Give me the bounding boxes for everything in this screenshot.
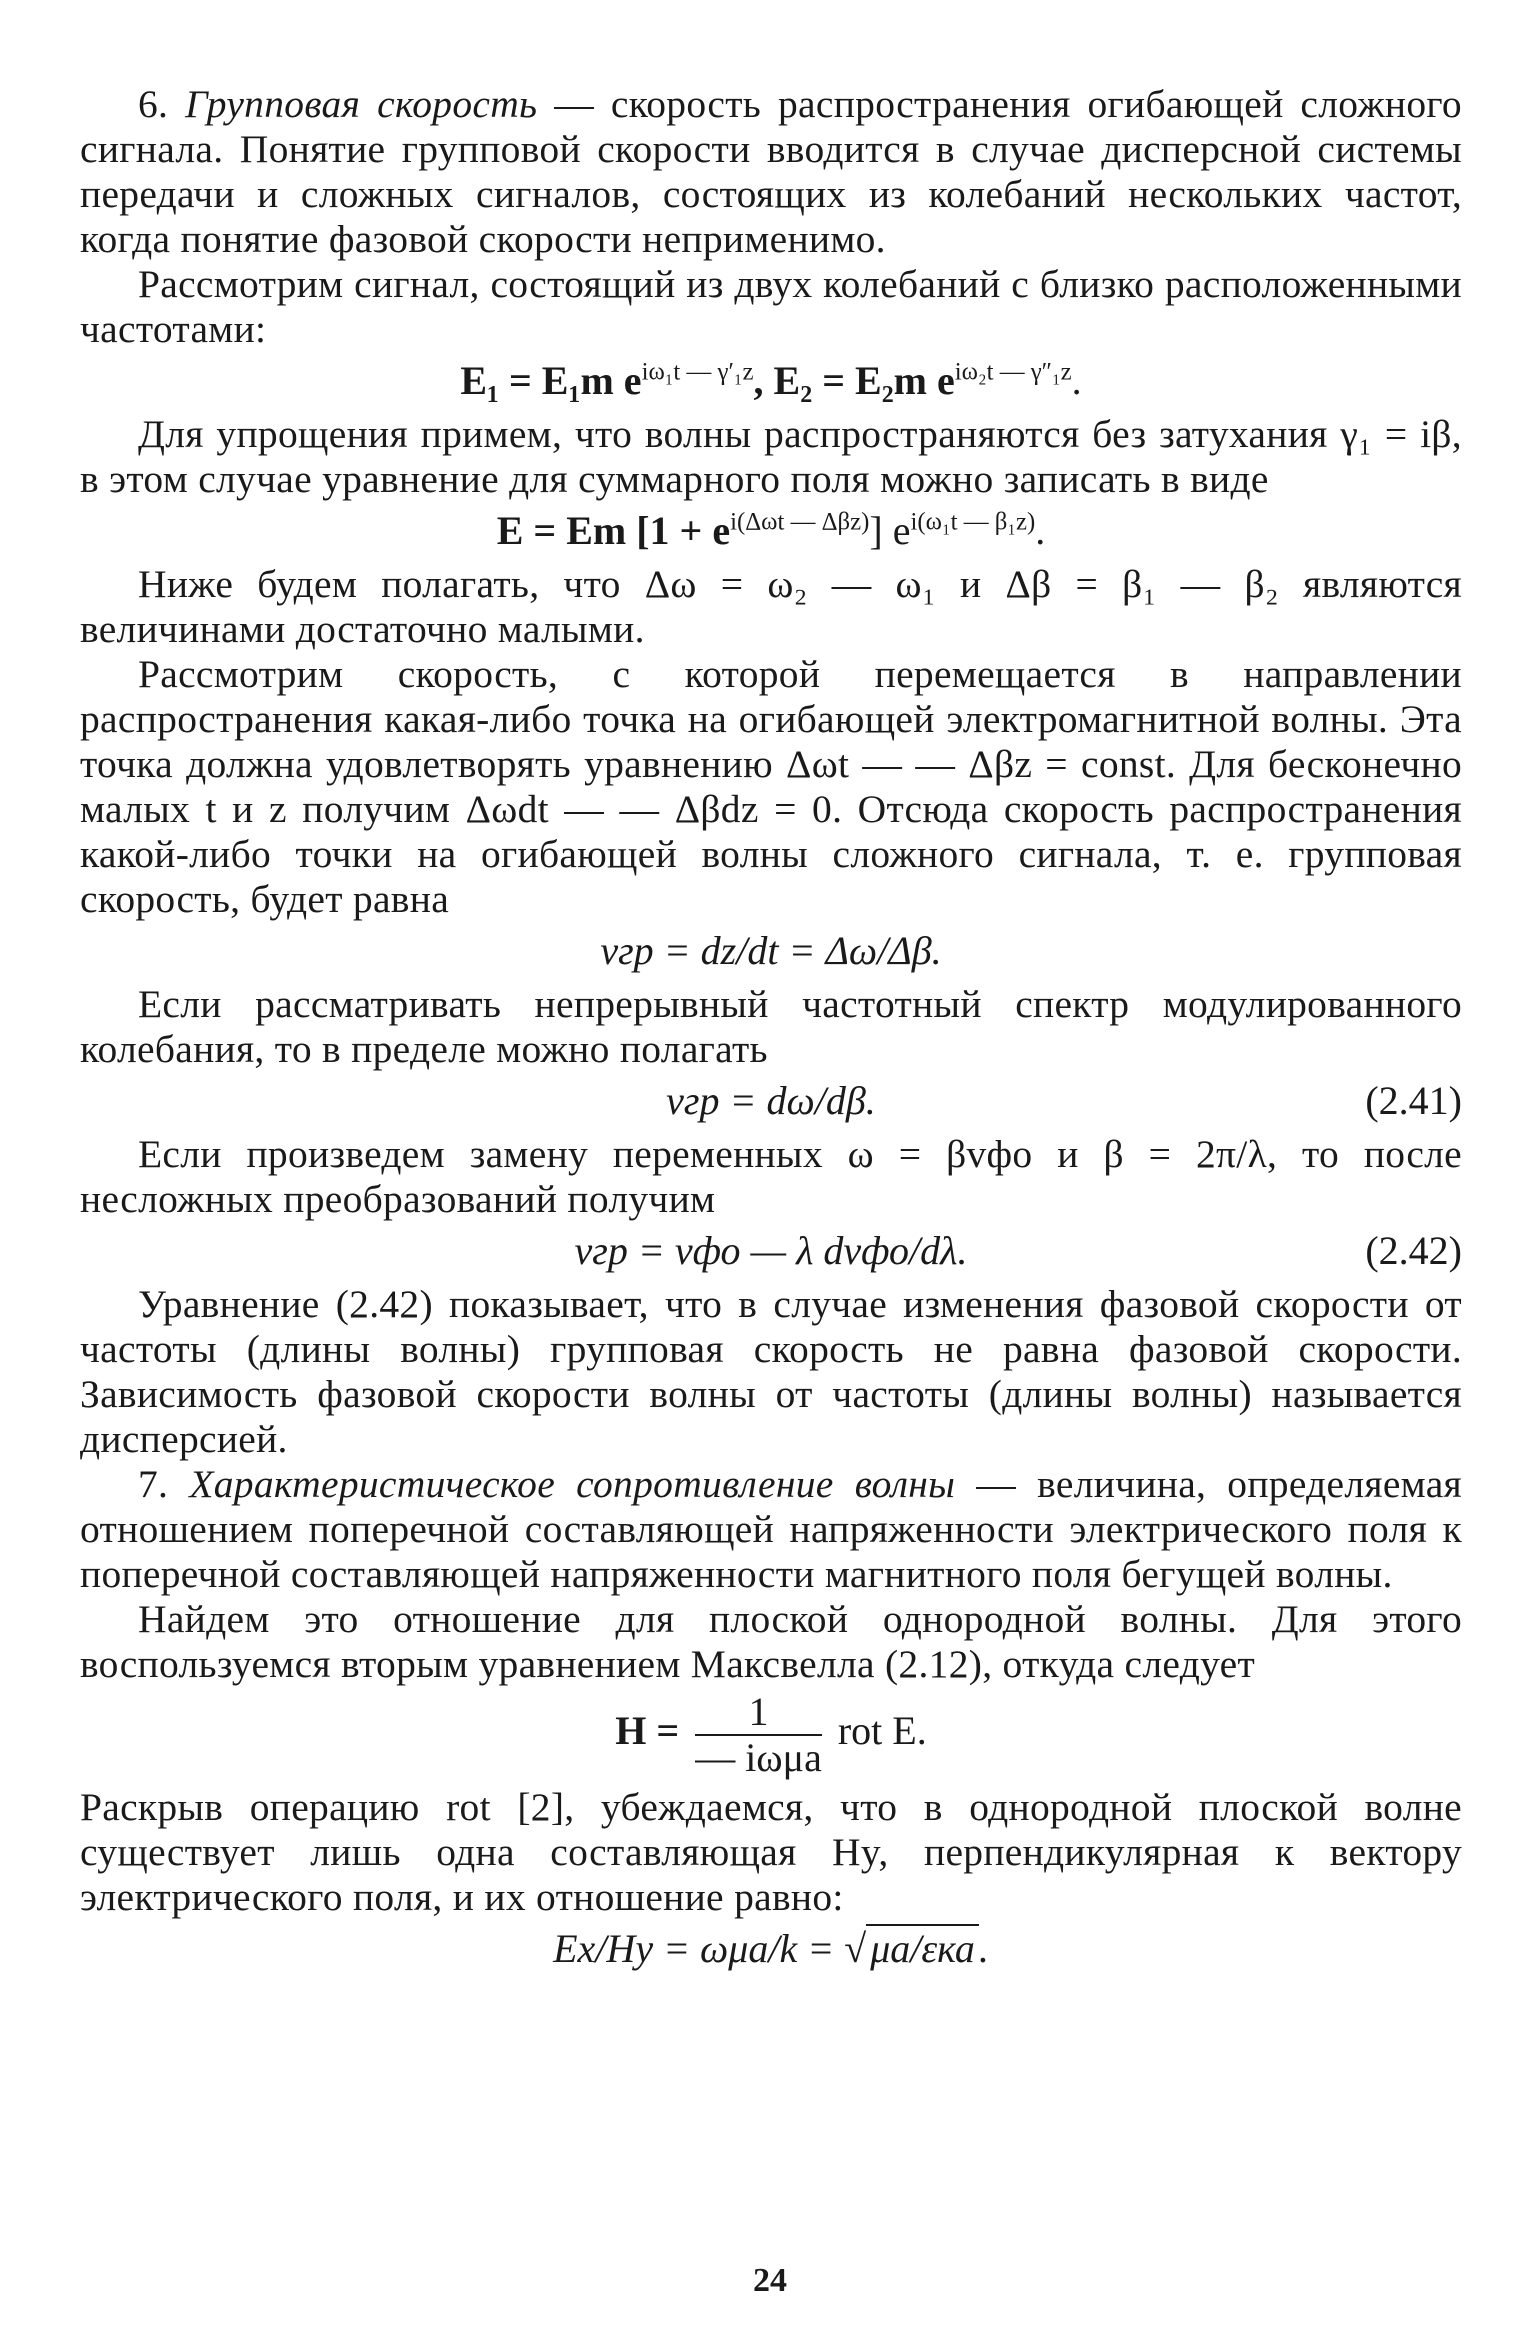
definition-text: — величина, определяемая отношением поперечной составляющей напряженности электрического поля к поперечной составляющей напряженности магнитного поля бегущей волны. (80, 1462, 1462, 1596)
item-number: 7. (138, 1462, 169, 1506)
term-group-velocity: Групповая скорость (185, 82, 538, 126)
fraction: $\frac{1}{\text{— iωμa}}$ (695, 1689, 822, 1780)
formula-group-velocity: vгр = dz/dt = Δω/Δβ. (600, 928, 942, 973)
equation-number: (2.41) (1365, 1078, 1462, 1123)
formula-two-fields: E₁ = E₁m $e^{i\omega_1t — \gamma'_1z}$, E₂ = E₂m $e^{i\omega_2t — \gamma''_1z}$. (460, 358, 1082, 403)
term-wave-impedance: Характеристическое сопротивление волны (189, 1462, 956, 1506)
formula-impedance-ratio: Ex/Hy = ωμa/k = √ μa/εка . (553, 1926, 989, 1971)
paragraph-maxwell: Найдем это отношение для плоской однородной волны. Для этого воспользуемся вторым уравнением Максвелла (2.12), откуда следует (80, 1597, 1462, 1686)
paragraph-dispersion: Уравнение (2.42) показывает, что в случае изменения фазовой скорости от частоты (длины волны) групповая скорость не равна фазовой скорости. Зависимость фазовой скорости волны от частоты (длины волны) называется дисперсией. (80, 1282, 1462, 1461)
paragraph-envelope-point: Рассмотрим скорость, с которой перемещается в направлении распространения какая-либо точка на огибающей электромагнитной волны. Эта точка должна удовлетворять уравнению Δωt — — Δβz = const. Для бесконечно малых t и z получим Δωdt — — Δβdz = 0. Отсюда скорость распространения какой-либо точки на огибающей волны сложного сигнала, т. е. групповая скорость, будет равна (80, 652, 1462, 921)
formula-h-rot-e: H = $\frac{1}{\text{— iωμa}}$ rot E. (615, 1689, 927, 1780)
paragraph-two-oscillations: Рассмотрим сигнал, состоящий из двух колебаний с близко расположенными частотами: (80, 262, 1462, 351)
item-number: 6. (138, 82, 169, 126)
formula-2-41: vгр = dω/dβ. (2.41) (666, 1078, 1462, 1123)
formula-sum-field: E = Em $[1 + e^{i(\Delta\omega t — \Delta\beta z)}]$ $e^{i(\omega_1t — \beta_1z)}$. (496, 508, 1046, 553)
paragraph-no-attenuation: Для упрощения примем, что волны распространяются без затухания γ₁ = iβ, в этом случае уравнение для суммарного поля можно записать в виде (80, 412, 1462, 501)
text-column (80, 82, 1462, 1973)
definition-text: — скорость распространения огибающей сложного сигнала. Понятие групповой скорости вводится в случае дисперсной системы передачи и сложных сигналов, состоящих из колебаний нескольких частот, когда понятие фазовой скорости неприменимо. (80, 82, 1462, 261)
paragraph-small-deltas: Ниже будем полагать, что Δω = ω₂ — ω₁ и Δβ = β₁ — β₂ являются величинами достаточно малыми. (80, 562, 1462, 651)
paragraph-continuous-spectrum: Если рассматривать непрерывный частотный спектр модулированного колебания, то в пределе можно полагать (80, 982, 1462, 1071)
paragraph-variable-change: Если произведем замену переменных ω = βvфо и β = 2π/λ, то после несложных преобразований получим (80, 1132, 1462, 1221)
formula-2-42: vгр = vфо — λ dvфо/dλ. (2.42) (574, 1228, 1462, 1273)
page-number: 24 (753, 2262, 787, 2299)
paragraph-wave-impedance (80, 1462, 1462, 1597)
paragraph-group-velocity (80, 82, 1462, 262)
paragraph-rot-result: Раскрыв операцию rot [2], убеждаемся, что в однородной плоской волне существует лишь одна составляющая Hy, перпендикулярная к вектору электрического поля, и их отношение равно: (80, 1785, 1462, 1919)
equation-number: (2.42) (1365, 1228, 1462, 1273)
